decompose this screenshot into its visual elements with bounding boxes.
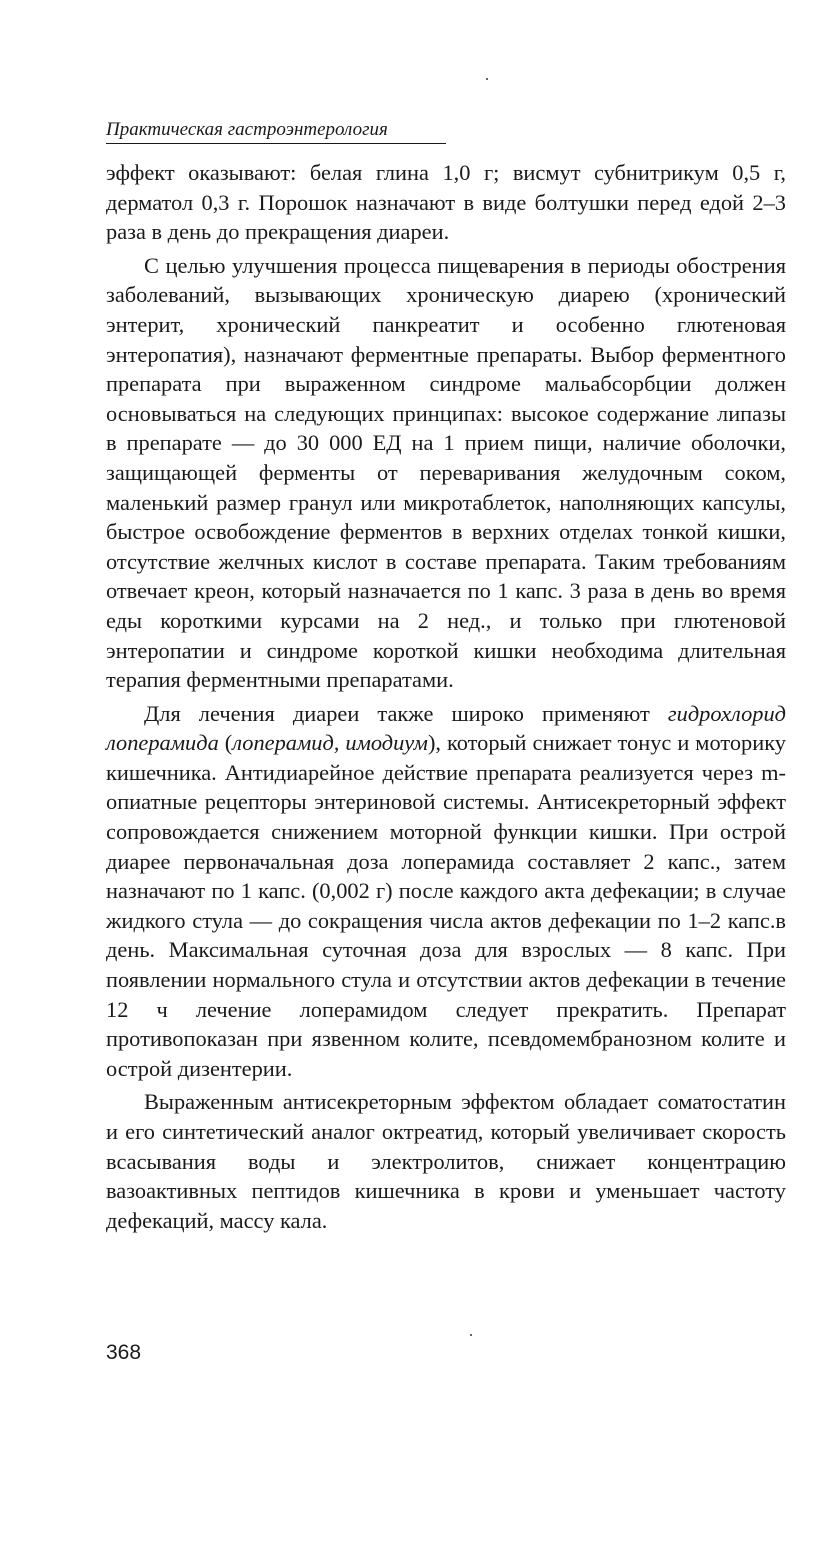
text-run: Выраженным антисекреторным эффектом обладает соматостатин и его синтетический аналог октреатид, который увеличивает скорость всасывания воды и электролитов, снижает концентрацию вазоактивных пептидов кишечника в крови и уменьшает частоту дефекаций, массу кала. [106,1089,786,1233]
text-run: эффект оказывают: белая глина 1,0 г; висмут субнитрикум 0,5 г, дерматол 0,3 г. Порошок назначают в виде болтушки перед едой 2–3 раза в день до прекращения диареи. [106,160,786,245]
paragraph-2 [106,251,786,695]
page-number: 368 [106,1341,142,1364]
text-run: С целью улучшения процесса пищеварения в периоды обострения заболеваний, вызывающих хроническую диарею (хронический энтерит, хронический панкреатит и особенно глютеновая энтеропатия), назначают ферментные препараты. Выбор ферментного препарата при выраженном синдроме мальабсорбции должен основываться на следующих принципах: высокое содержание липазы в препарате — до 30 000 ЕД на 1 прием пищи, наличие оболочки, защищающей ферменты от переваривания желудочным соком, маленький размер гранул или микротаблеток, наполняющих капсулы, быстрое освобождение ферментов в верхних отделах тонкой кишки, отсутствие желчных кислот в составе препарата. Таким требованиям отвечает креон, который назначается по 1 капс. 3 раза в день во время еды короткими курсами на 2 нед., и только при глютеновой энтеропатии и синдроме короткой кишки необходима длительная терапия ферментными препаратами. [106,252,786,693]
paragraph-3 [106,699,786,1084]
text-run: ( [218,730,233,756]
text-run: ), который снижает тонус и моторику кишечника. Антидиарейное действие препарата реализуется через m-опиатные рецепторы энтериновой системы. Антисекреторный эффект сопровождается снижением моторной функции кишки. При острой диарее первоначальная доза лоперамида составляет 2 капс., затем назначают по 1 капс. (0,002 г) после каждого акта дефекации; в случае жидкого стула — до сокращения числа актов дефекации по 1–2 капс.в день. Максимальная суточная доза для взрослых — 8 капс. При появлении нормального стула и отсутствии актов дефекации в течение 12 ч лечение лоперамидом следует прекратить. Препарат противопоказан при язвенном колите, псевдомембранозном колите и острой дизентерии. [106,730,786,1081]
italic-term: лоперамид, имодиум [232,730,428,756]
paragraph-4 [106,1087,786,1235]
running-head: Практическая гастроэнтерология [106,118,446,144]
print-speck [486,78,488,80]
italic-term: гидрохлорид лоперамида [106,700,786,756]
body-text [106,158,786,1235]
text-run: Для лечения диареи также широко применяют [144,700,668,726]
paragraph-1 [106,158,786,247]
print-speck [470,1334,472,1336]
